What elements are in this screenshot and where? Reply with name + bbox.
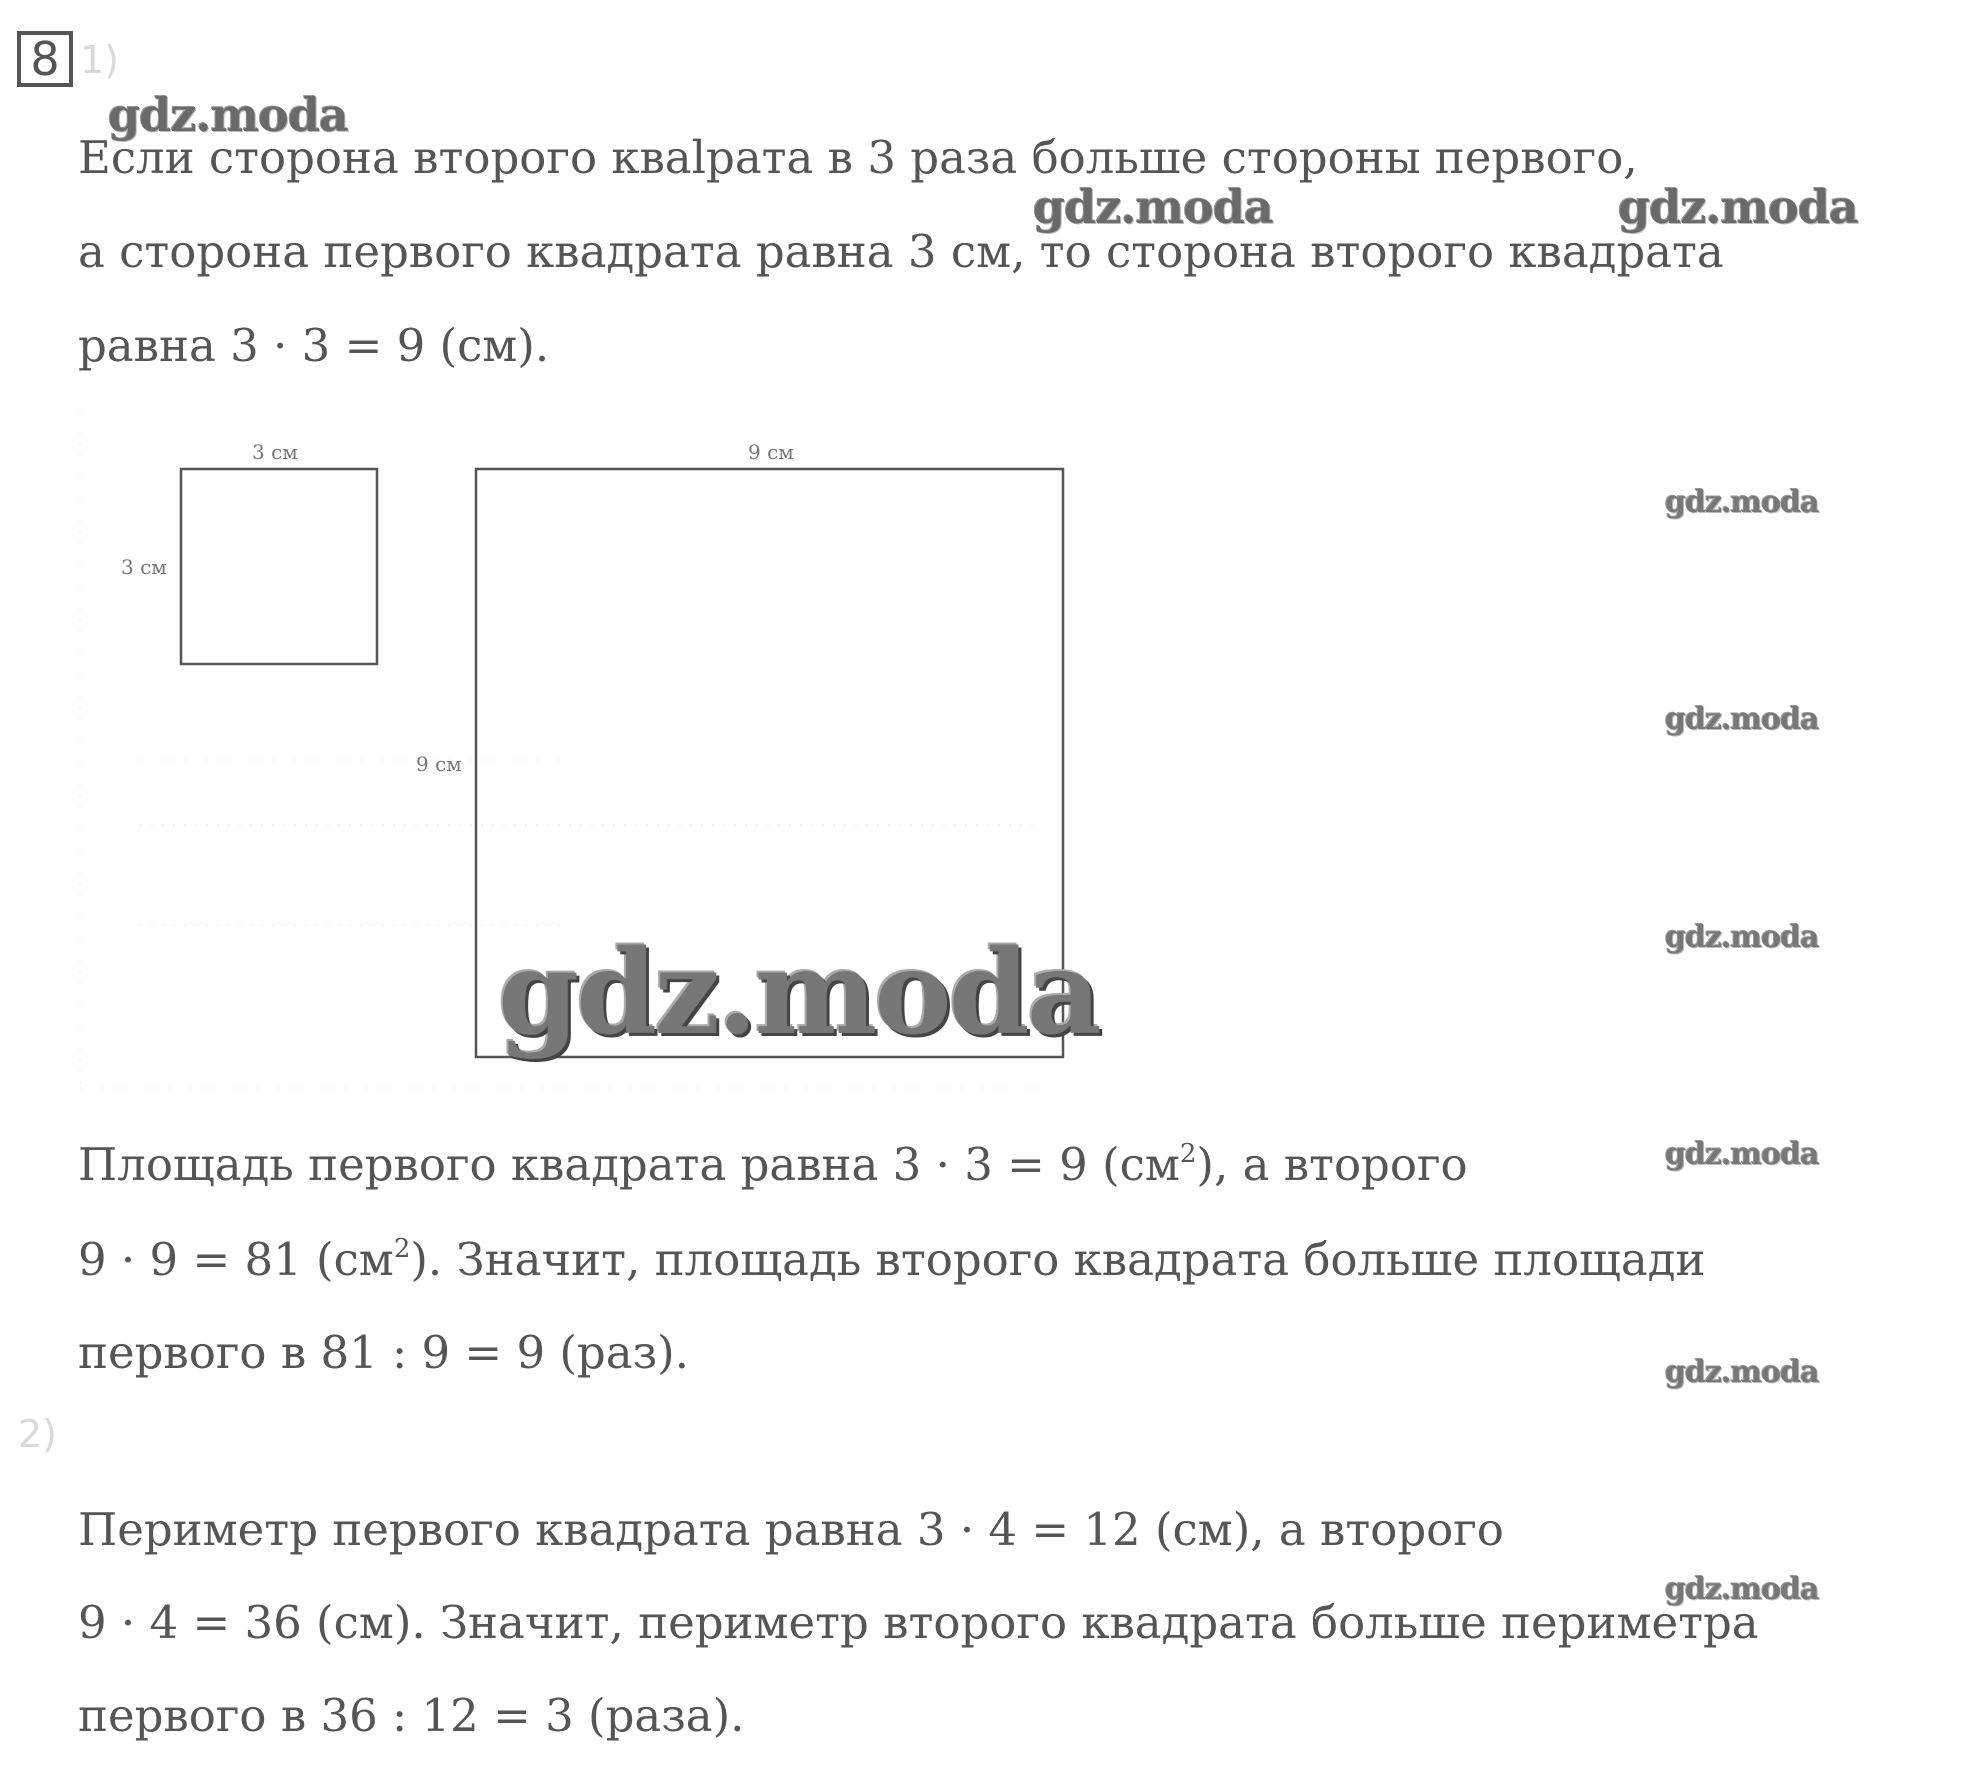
part1-line-3: равна 3 · 3 = 9 (см). [78,319,550,372]
watermark-logo: gdz.moda [1665,920,1819,955]
part-1-label: 1) [80,38,120,82]
watermark-logo: gdz.moda [108,88,348,142]
area-line-3: первого в 81 : 9 = 9 (раз). [78,1326,689,1379]
task-number: 8 [17,31,73,87]
big-square-side-label: 9 см [416,752,462,776]
watermark-logo: gdz.moda [1665,702,1819,737]
small-square [181,469,377,664]
watermark-logo: gdz.moda [1665,1137,1819,1172]
perimeter-line-1: Периметр первого квадрата равна 3 · 4 = 12 (см), а второго [78,1503,1504,1556]
area-line-1: Площадь первого квадрата равна 3 · 3 = 9 $(см^2)$, а второго [78,1138,1468,1191]
watermark-logo: gdz.moda [1665,1355,1819,1390]
watermark-logo: gdz.moda [1665,485,1819,520]
perimeter-line-3: первого в 36 : 12 = 3 (раза). [78,1689,745,1742]
part-2-label: 2) [18,1412,58,1456]
area-line-2: 9 · 9 = 81 $(см^2)$. Значит, площадь второго квадрата больше площади [78,1233,1706,1286]
watermark-logo: gdz.moda [498,925,1099,1061]
small-square-top-label: 3 см [252,440,298,464]
watermark-logo: gdz.moda [1033,180,1273,234]
part1-line-1: Если сторона второго кваlрата в 3 раза больше стороны первого, [78,131,1638,184]
small-square-side-label: 3 см [121,555,167,579]
watermark-logo: gdz.moda [1618,180,1858,234]
watermark-logo: gdz.moda [1665,1572,1819,1607]
big-square-top-label: 9 см [748,440,794,464]
perimeter-line-2: 9 · 4 = 36 (см). Значит, периметр второго квадрата больше периметра [78,1596,1759,1649]
part1-line-2: а сторона первого квадрата равна 3 см, то сторона второго квадрата [78,225,1724,278]
